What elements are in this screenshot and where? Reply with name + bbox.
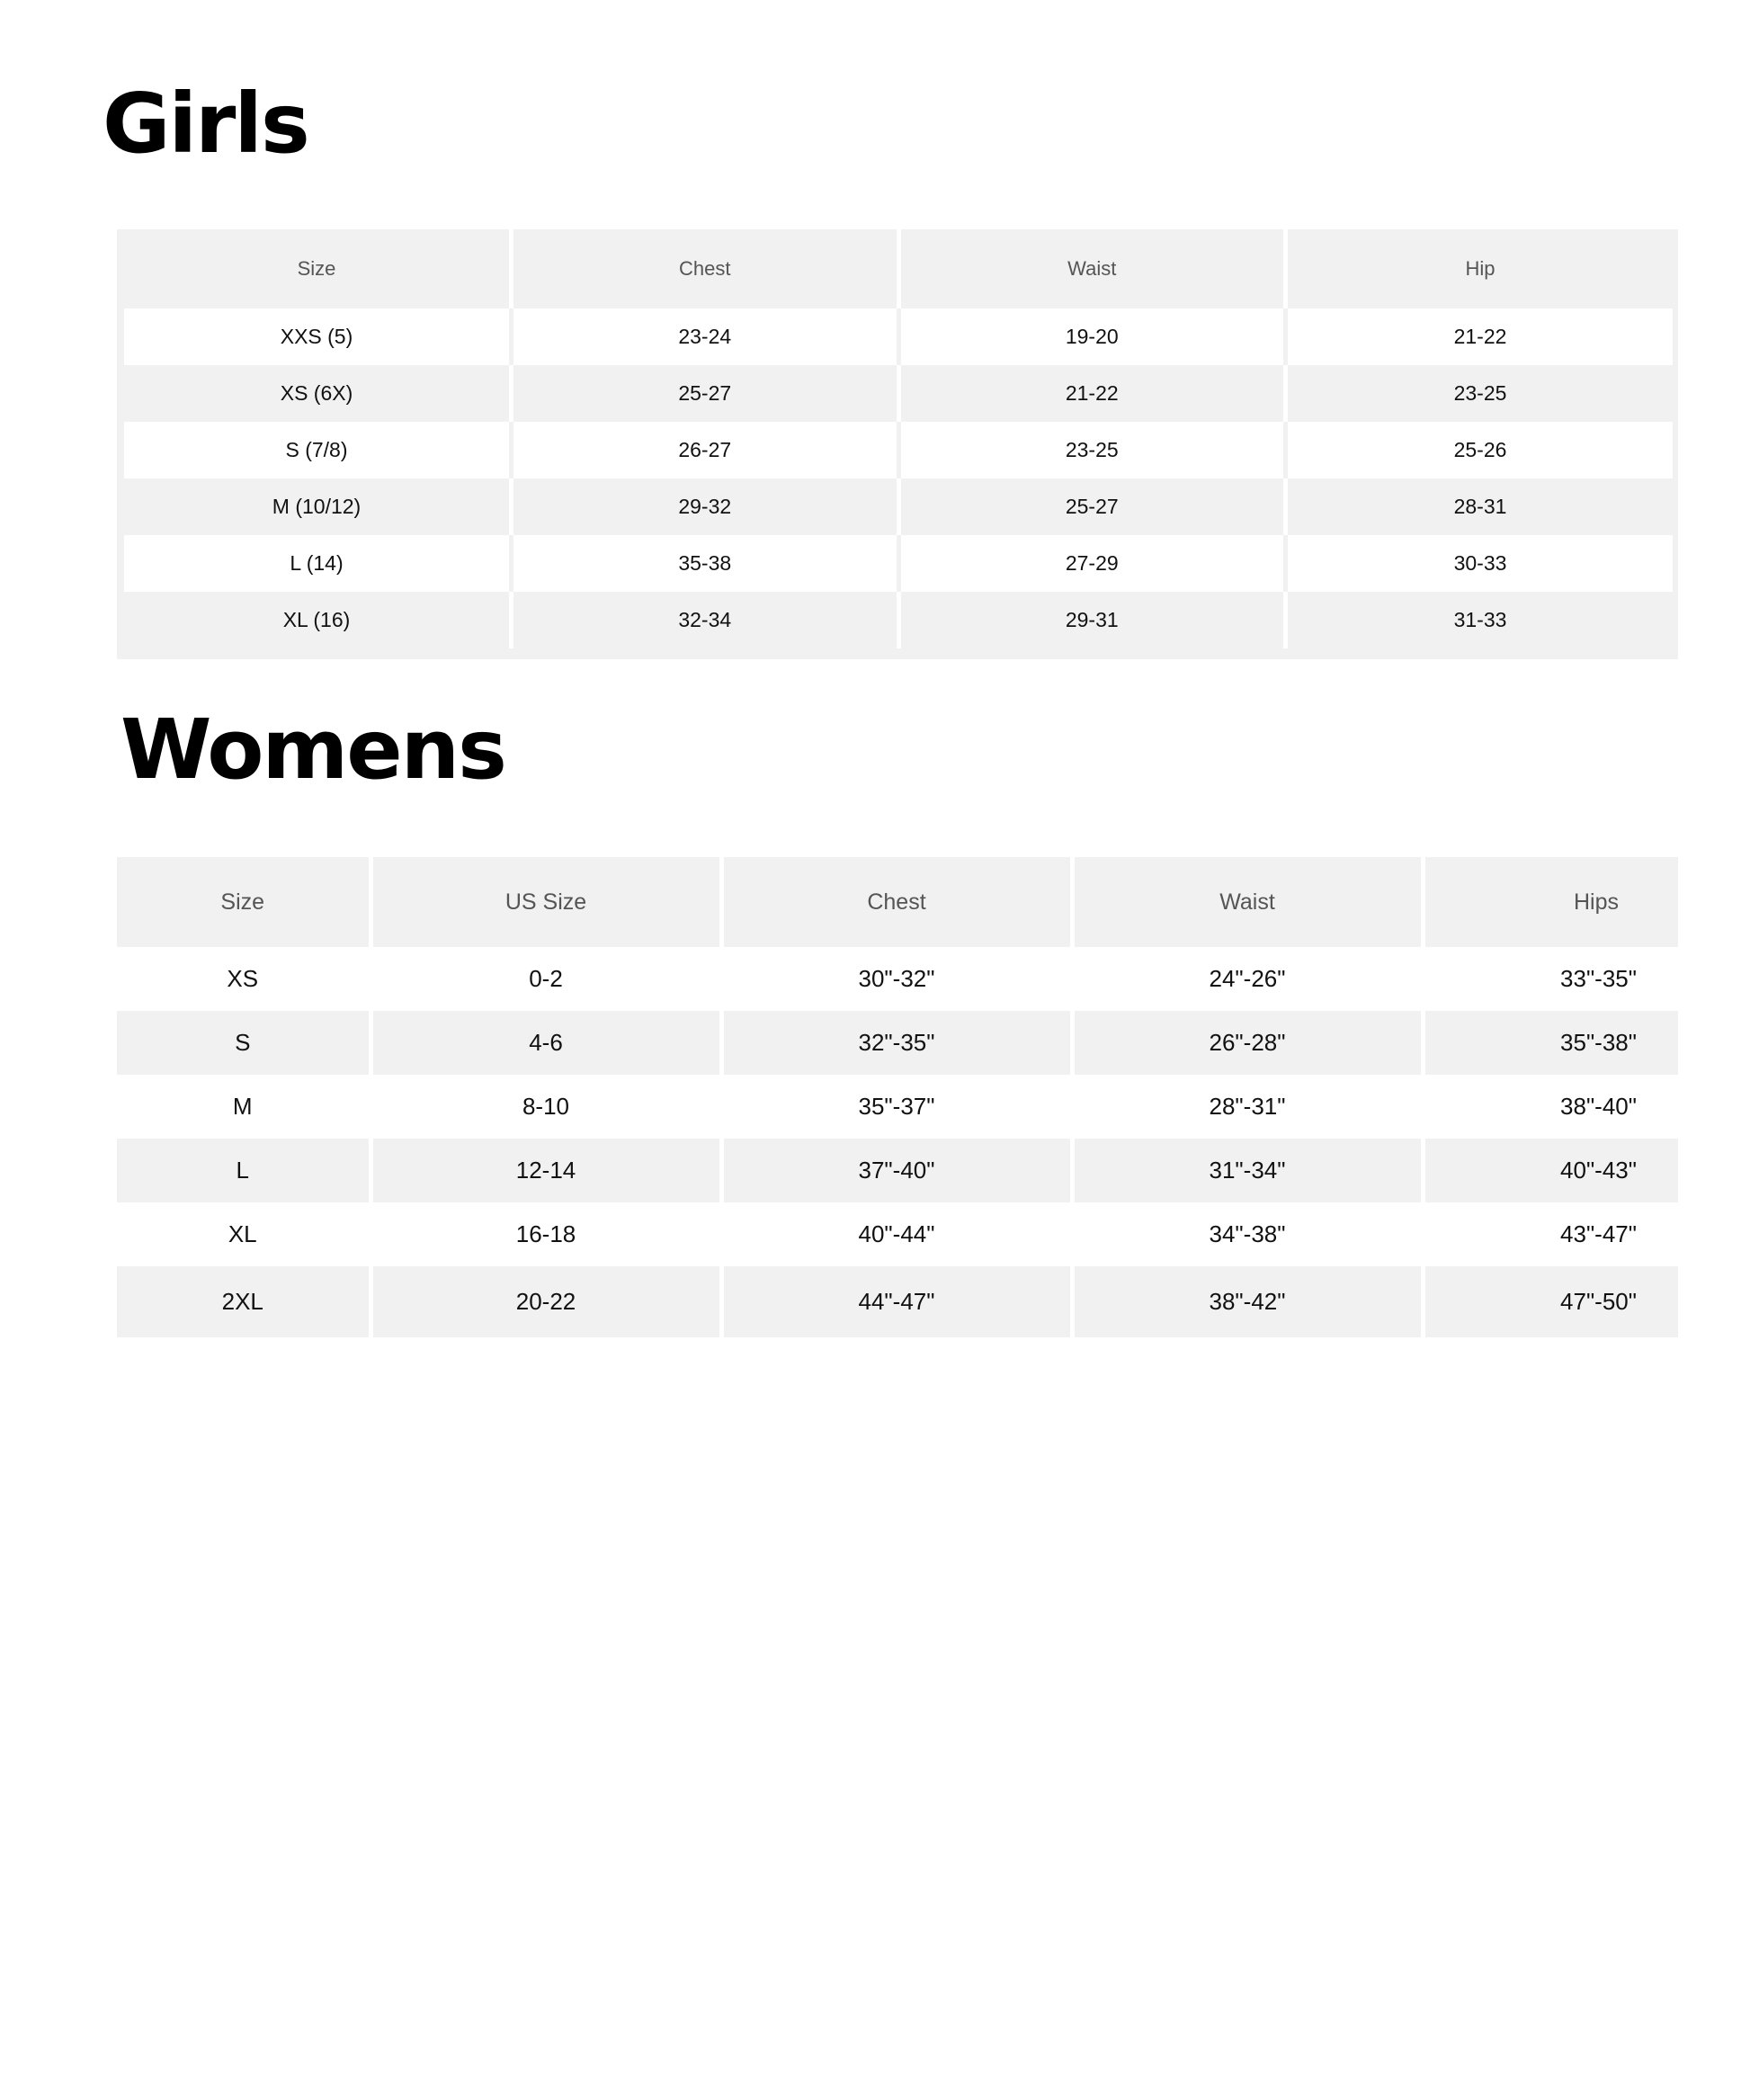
womens-size-cell: L xyxy=(117,1139,371,1202)
girls-size-table xyxy=(124,229,1673,648)
womens-waist-cell: 38"-42" xyxy=(1072,1266,1423,1337)
table-row xyxy=(117,1266,1678,1337)
girls-chest-cell: 29-32 xyxy=(512,478,899,535)
womens-size-cell: XS xyxy=(117,947,371,1011)
table-row xyxy=(124,308,1673,365)
girls-size-cell: XS (6X) xyxy=(124,365,512,422)
girls-size-cell: XXS (5) xyxy=(124,308,512,365)
womens-header-chest: Chest xyxy=(721,857,1072,947)
womens-waist-cell: 28"-31" xyxy=(1072,1075,1423,1139)
womens-waist-cell: 34"-38" xyxy=(1072,1202,1423,1266)
womens-hips-cell: 33"-35" xyxy=(1423,947,1678,1011)
womens-header-hips: Hips xyxy=(1423,857,1678,947)
table-row xyxy=(124,478,1673,535)
girls-size-cell: XL (16) xyxy=(124,592,512,648)
girls-header-waist: Waist xyxy=(898,229,1286,308)
womens-us-size-cell: 12-14 xyxy=(371,1139,721,1202)
girls-waist-cell: 23-25 xyxy=(898,422,1286,478)
womens-size-cell: S xyxy=(117,1011,371,1075)
table-row xyxy=(117,1011,1678,1075)
table-row xyxy=(124,535,1673,592)
girls-chest-cell: 32-34 xyxy=(512,592,899,648)
womens-header-us-size: US Size xyxy=(371,857,721,947)
womens-size-cell: M xyxy=(117,1075,371,1139)
womens-waist-cell: 31"-34" xyxy=(1072,1139,1423,1202)
womens-us-size-cell: 20-22 xyxy=(371,1266,721,1337)
girls-size-cell: L (14) xyxy=(124,535,512,592)
girls-size-cell: S (7/8) xyxy=(124,422,512,478)
table-row xyxy=(117,1075,1678,1139)
girls-waist-cell: 29-31 xyxy=(898,592,1286,648)
girls-size-chart xyxy=(117,229,1678,659)
girls-hip-cell: 21-22 xyxy=(1286,308,1674,365)
girls-hip-cell: 28-31 xyxy=(1286,478,1674,535)
table-row xyxy=(124,365,1673,422)
girls-size-cell: M (10/12) xyxy=(124,478,512,535)
womens-hips-cell: 38"-40" xyxy=(1423,1075,1678,1139)
womens-header-size: Size xyxy=(117,857,371,947)
girls-header-size: Size xyxy=(124,229,512,308)
girls-chest-cell: 35-38 xyxy=(512,535,899,592)
table-row xyxy=(124,592,1673,648)
girls-hip-cell: 30-33 xyxy=(1286,535,1674,592)
womens-size-table xyxy=(117,857,1678,1337)
womens-hips-cell: 43"-47" xyxy=(1423,1202,1678,1266)
girls-section-title: Girls xyxy=(103,76,308,172)
girls-header-row xyxy=(124,229,1673,308)
girls-chest-cell: 25-27 xyxy=(512,365,899,422)
womens-header-row xyxy=(117,857,1678,947)
womens-chest-cell: 35"-37" xyxy=(721,1075,1072,1139)
womens-us-size-cell: 0-2 xyxy=(371,947,721,1011)
womens-us-size-cell: 4-6 xyxy=(371,1011,721,1075)
womens-hips-cell: 47"-50" xyxy=(1423,1266,1678,1337)
womens-header-waist: Waist xyxy=(1072,857,1423,947)
table-row xyxy=(124,422,1673,478)
girls-hip-cell: 25-26 xyxy=(1286,422,1674,478)
girls-header-chest: Chest xyxy=(512,229,899,308)
womens-waist-cell: 24"-26" xyxy=(1072,947,1423,1011)
girls-waist-cell: 19-20 xyxy=(898,308,1286,365)
womens-hips-cell: 35"-38" xyxy=(1423,1011,1678,1075)
womens-chest-cell: 44"-47" xyxy=(721,1266,1072,1337)
girls-waist-cell: 25-27 xyxy=(898,478,1286,535)
womens-us-size-cell: 8-10 xyxy=(371,1075,721,1139)
womens-chest-cell: 32"-35" xyxy=(721,1011,1072,1075)
girls-chest-cell: 26-27 xyxy=(512,422,899,478)
womens-waist-cell: 26"-28" xyxy=(1072,1011,1423,1075)
womens-size-cell: XL xyxy=(117,1202,371,1266)
womens-section-title: Womens xyxy=(121,701,505,798)
girls-hip-cell: 31-33 xyxy=(1286,592,1674,648)
girls-waist-cell: 21-22 xyxy=(898,365,1286,422)
table-row xyxy=(117,1202,1678,1266)
womens-size-cell: 2XL xyxy=(117,1266,371,1337)
girls-header-hip: Hip xyxy=(1286,229,1674,308)
womens-hips-cell: 40"-43" xyxy=(1423,1139,1678,1202)
table-row xyxy=(117,947,1678,1011)
womens-size-chart xyxy=(117,857,1678,1337)
womens-chest-cell: 37"-40" xyxy=(721,1139,1072,1202)
womens-chest-cell: 40"-44" xyxy=(721,1202,1072,1266)
womens-chest-cell: 30"-32" xyxy=(721,947,1072,1011)
table-row xyxy=(117,1139,1678,1202)
girls-chest-cell: 23-24 xyxy=(512,308,899,365)
girls-hip-cell: 23-25 xyxy=(1286,365,1674,422)
girls-waist-cell: 27-29 xyxy=(898,535,1286,592)
womens-us-size-cell: 16-18 xyxy=(371,1202,721,1266)
